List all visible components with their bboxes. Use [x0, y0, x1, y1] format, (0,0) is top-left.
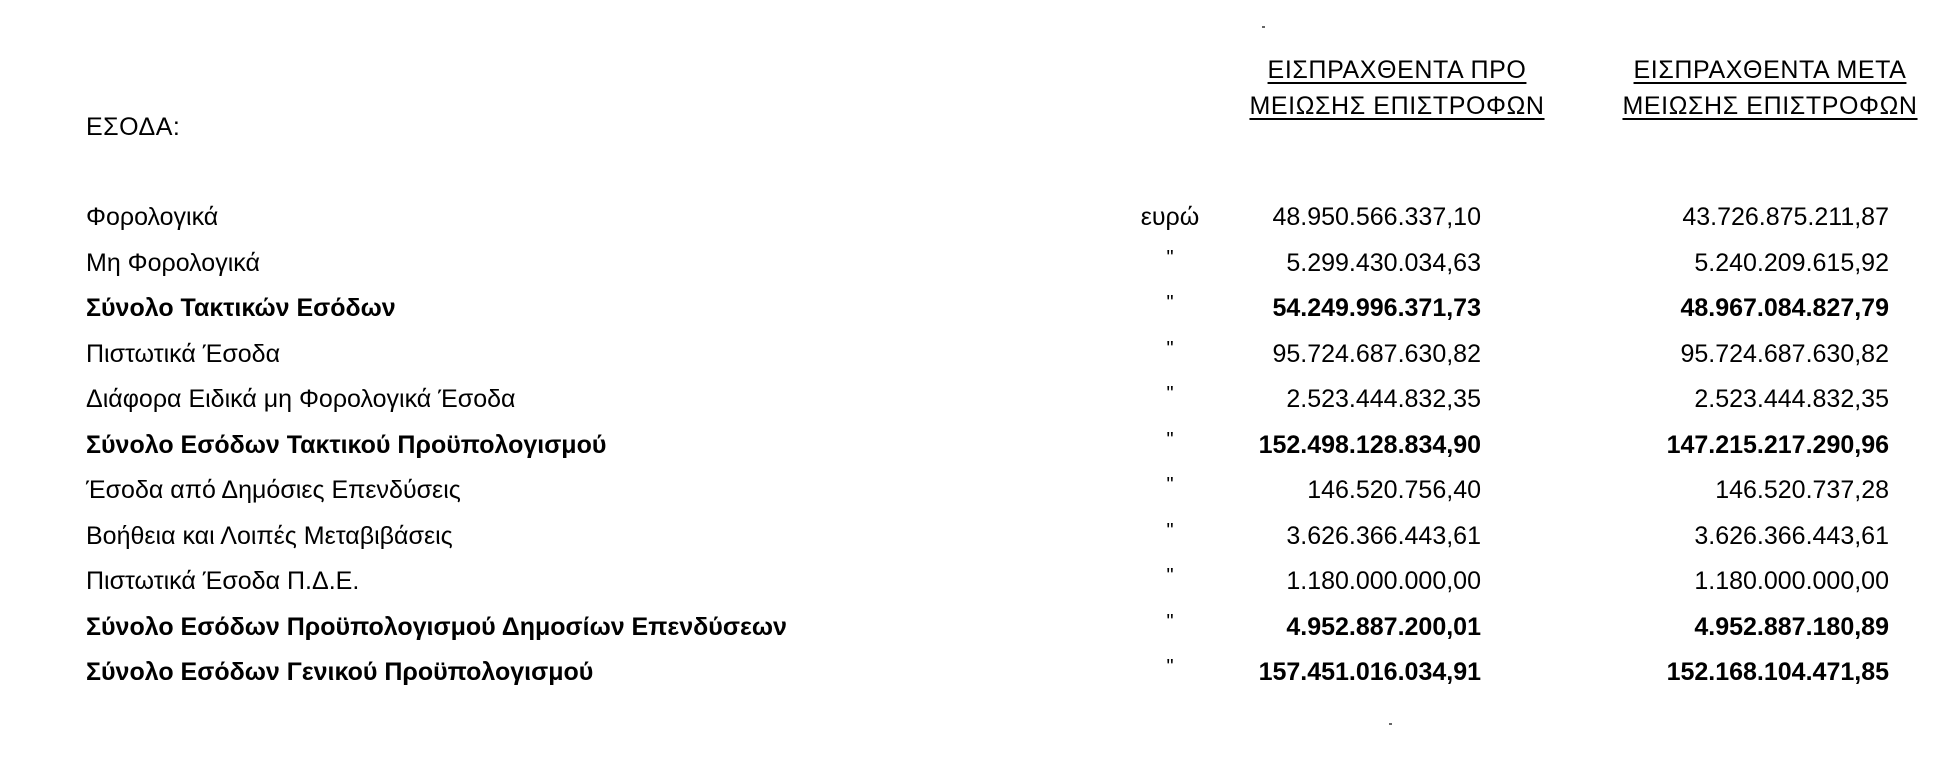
scan-speck	[1389, 723, 1392, 725]
value-before-refunds: 48.950.566.337,10	[1272, 203, 1481, 231]
table-row-total	[0, 658, 1959, 704]
table-row	[0, 246, 1959, 295]
row-unit: "	[1166, 383, 1174, 405]
value-before-refunds: 95.724.687.630,82	[1272, 339, 1481, 368]
value-before-refunds: 3.626.366.443,61	[1286, 521, 1481, 550]
value-before-refunds: 152.498.128.834,90	[1258, 430, 1481, 459]
value-before-refunds: 1.180.000.000,00	[1286, 567, 1481, 595]
column-header-line: ΜΕΙΩΣΗΣ ΕΠΙΣΤΡΟΦΩΝ	[1249, 92, 1545, 120]
row-label: Έσοδα από Δημόσιες Επενδύσεις	[86, 476, 461, 504]
row-label: Φορολογικά	[86, 203, 219, 231]
row-label: Σύνολο Εσόδων Γενικού Προϋπολογισμού	[86, 658, 594, 686]
row-unit: "	[1166, 337, 1174, 360]
row-unit: "	[1166, 428, 1174, 451]
section-title: ΕΣΟΔΑ:	[86, 113, 181, 141]
scan-speck	[1262, 26, 1265, 28]
row-label: Πιστωτικά Έσοδα	[86, 339, 281, 368]
row-unit: "	[1166, 474, 1174, 496]
value-after-refunds: 4.952.887.180,89	[1694, 612, 1889, 641]
row-label: Σύνολο Εσόδων Προϋπολογισμού Δημοσίων Επενδύσεων	[86, 612, 787, 641]
value-before-refunds: 4.952.887.200,01	[1286, 612, 1481, 641]
value-after-refunds: 48.967.084.827,79	[1680, 294, 1889, 322]
column-header-line: ΜΕΙΩΣΗΣ ΕΠΙΣΤΡΟΦΩΝ	[1622, 92, 1918, 120]
row-label: Σύνολο Τακτικών Εσόδων	[86, 294, 396, 322]
revenue-table	[0, 203, 1959, 704]
table-row	[0, 519, 1959, 568]
value-after-refunds: 95.724.687.630,82	[1680, 339, 1889, 368]
row-label: Βοήθεια και Λοιπές Μεταβιβάσεις	[86, 521, 453, 550]
column-header-before-refunds	[1232, 52, 1562, 124]
row-label: Διάφορα Ειδικά μη Φορολογικά Έσοδα	[86, 385, 516, 413]
value-before-refunds: 157.451.016.034,91	[1258, 658, 1481, 686]
row-unit: "	[1166, 292, 1174, 314]
value-after-refunds: 152.168.104.471,85	[1666, 658, 1889, 686]
row-unit: ευρώ	[1140, 203, 1200, 231]
value-after-refunds: 146.520.737,28	[1715, 476, 1889, 504]
value-before-refunds: 5.299.430.034,63	[1286, 248, 1481, 277]
value-before-refunds: 2.523.444.832,35	[1286, 385, 1481, 413]
table-row	[0, 385, 1959, 431]
table-row	[0, 203, 1959, 249]
row-unit: "	[1166, 519, 1174, 542]
table-row	[0, 476, 1959, 522]
table-row-subtotal	[0, 294, 1959, 340]
row-unit: "	[1166, 246, 1174, 269]
column-header-line: ΕΙΣΠΡΑΧΘΕΝΤΑ ΜΕΤΑ	[1633, 56, 1907, 84]
table-row	[0, 567, 1959, 613]
value-after-refunds: 5.240.209.615,92	[1694, 248, 1889, 277]
value-before-refunds: 54.249.996.371,73	[1272, 294, 1481, 322]
value-after-refunds: 1.180.000.000,00	[1694, 567, 1889, 595]
column-header-line: ΕΙΣΠΡΑΧΘΕΝΤΑ ΠΡΟ	[1267, 56, 1527, 84]
value-before-refunds: 146.520.756,40	[1307, 476, 1481, 504]
value-after-refunds: 3.626.366.443,61	[1694, 521, 1889, 550]
value-after-refunds: 43.726.875.211,87	[1682, 203, 1889, 231]
row-unit: "	[1166, 610, 1174, 633]
row-unit: "	[1166, 565, 1174, 587]
value-after-refunds: 2.523.444.832,35	[1694, 385, 1889, 413]
row-label: Μη Φορολογικά	[86, 248, 260, 277]
row-unit: "	[1166, 656, 1174, 678]
row-label: Σύνολο Εσόδων Τακτικού Προϋπολογισμού	[86, 430, 607, 459]
row-label: Πιστωτικά Έσοδα Π.Δ.Ε.	[86, 567, 360, 595]
table-row-subtotal	[0, 610, 1959, 659]
value-after-refunds: 147.215.217.290,96	[1666, 430, 1889, 459]
table-row-subtotal	[0, 428, 1959, 477]
table-row	[0, 337, 1959, 386]
column-header-after-refunds	[1605, 52, 1935, 124]
